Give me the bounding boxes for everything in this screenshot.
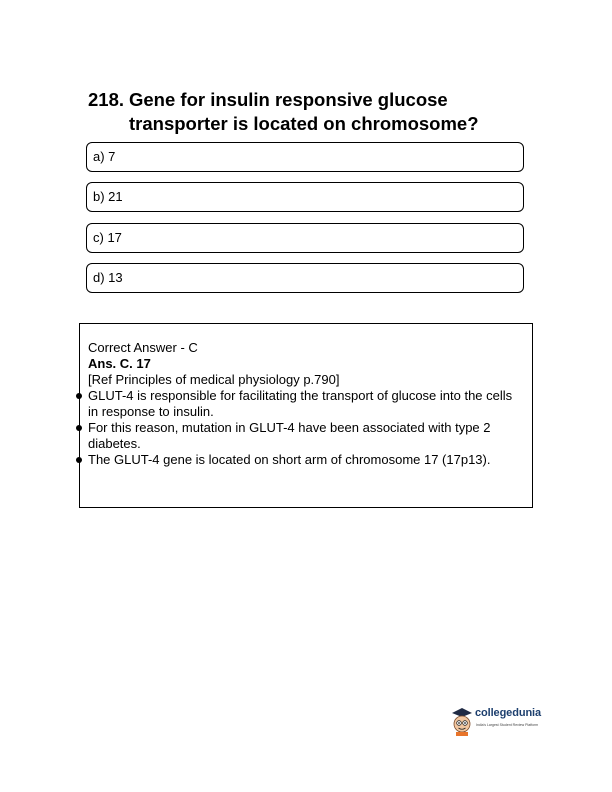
option-d[interactable]: d) 13 [86,263,524,293]
question-number: 218. [88,89,125,110]
answer-heading: Ans. C. 17 [88,356,151,371]
bullet-icon [76,425,82,431]
list-item [88,388,524,420]
collegedunia-logo [450,704,560,736]
question-heading [88,88,528,136]
brand-tagline: India's Largest Student Review Platform [476,723,539,727]
graduate-mascot-icon [450,704,474,736]
bullet-text: GLUT-4 is responsible for facilitating the transport of glucose into the cells in response to insulin. [88,388,513,419]
question-text: Gene for insulin responsive glucose transporter is located on chromosome? [129,89,479,134]
answer-explanation-box [79,323,533,508]
list-item [88,420,524,452]
reference-text: [Ref Principles of medical physiology p.790] [88,372,340,387]
list-item [88,452,524,468]
bullet-icon [76,457,82,463]
brand-name: collegedunia [475,707,542,719]
option-c[interactable]: c) 17 [86,223,524,253]
correct-answer-label: Correct Answer - C [88,340,198,355]
bullet-text: The GLUT-4 gene is located on short arm of chromosome 17 (17p13). [88,452,491,467]
option-b[interactable]: b) 21 [86,182,524,212]
explanation-list [88,388,524,468]
bullet-text: For this reason, mutation in GLUT-4 have been associated with type 2 diabetes. [88,420,491,451]
bullet-icon [76,393,82,399]
option-a[interactable]: a) 7 [86,142,524,172]
